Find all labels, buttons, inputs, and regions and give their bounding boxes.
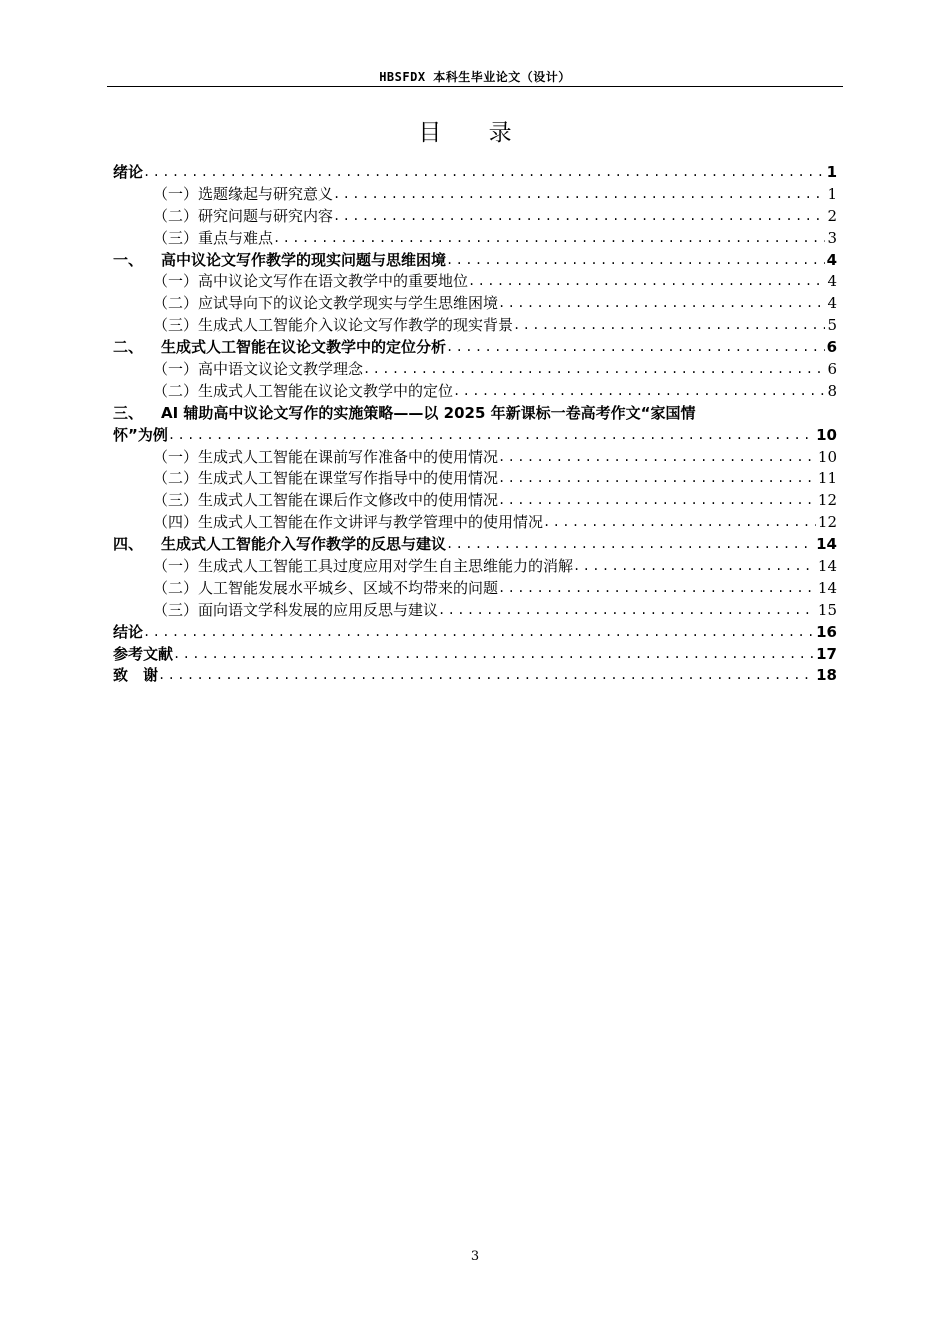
dot-leader <box>333 206 825 228</box>
toc-entry[interactable] <box>113 512 837 534</box>
toc-entry-title: 研究问题与研究内容 <box>198 206 334 225</box>
toc-entry-number: （三） <box>153 228 199 247</box>
dot-leader <box>468 271 825 293</box>
toc-entry-title: 人工智能发展水平城乡、区域不均带来的问题 <box>198 578 499 597</box>
toc-entry-number: 一、 <box>113 250 144 269</box>
toc-entry-number: 二、 <box>113 338 144 357</box>
toc-entry-page: 12 <box>817 491 837 510</box>
page-number: 3 <box>470 1249 480 1264</box>
dot-leader <box>173 644 814 666</box>
toc-entry-page: 14 <box>817 557 837 576</box>
toc-entry-page: 8 <box>827 381 837 400</box>
dot-leader <box>143 162 825 184</box>
dot-leader <box>543 512 816 534</box>
toc-entry-page: 15 <box>817 600 837 619</box>
toc-entry-page: 6 <box>827 360 837 378</box>
header-rule <box>107 86 843 87</box>
toc-entry[interactable] <box>113 162 837 184</box>
toc-entry[interactable] <box>113 600 837 622</box>
toc-entry-title: 生成式人工智能在课前写作准备中的使用情况 <box>198 447 499 466</box>
toc-entry[interactable] <box>113 315 837 337</box>
toc-entry-page: 10 <box>817 447 837 466</box>
dot-leader <box>498 447 816 469</box>
toc-entry-page: 16 <box>816 622 837 641</box>
toc-entry-number: 四、 <box>113 535 144 554</box>
toc-entry[interactable] <box>113 556 837 578</box>
dot-leader <box>498 578 816 600</box>
toc-entry-title: 生成式人工智能介入议论文写作教学的现实背景 <box>198 316 514 335</box>
toc-entry-number: （二） <box>153 469 199 488</box>
toc-entry-title: 生成式人工智能在议论文教学中的定位 <box>198 381 454 400</box>
toc-entry[interactable] <box>113 271 837 293</box>
toc-entry-title: 生成式人工智能工具过度应用对学生自主思维能力的消解 <box>198 557 574 576</box>
toc-entry-title: 重点与难点 <box>198 228 274 247</box>
dot-leader <box>498 490 816 512</box>
dot-leader <box>446 534 814 556</box>
dot-leader <box>446 337 825 359</box>
toc-entry-page: 18 <box>816 666 837 685</box>
toc-entry[interactable] <box>113 228 837 250</box>
dot-leader <box>498 293 825 315</box>
toc-entry[interactable] <box>113 644 837 666</box>
toc-entry-title-continued: 怀”为例 <box>113 425 168 444</box>
toc-entry-number: 三、 <box>113 403 144 422</box>
toc-entry-title: 生成式人工智能在课后作文修改中的使用情况 <box>198 491 499 510</box>
toc-entry-title: 生成式人工智能在作文讲评与教学管理中的使用情况 <box>198 513 544 532</box>
toc-entry-title: 应试导向下的议论文教学现实与学生思维困境 <box>198 294 499 313</box>
toc-entry-title: 高中语文议论文教学理念 <box>198 360 364 378</box>
toc-entry-title: 高中议论文写作在语文教学中的重要地位 <box>198 272 469 291</box>
toc-entry-page: 6 <box>826 338 837 357</box>
toc-entry[interactable] <box>113 184 837 206</box>
dot-leader <box>143 622 814 644</box>
toc-entry-page: 12 <box>817 513 837 532</box>
toc-entry-page: 4 <box>827 294 837 313</box>
toc-entry[interactable] <box>113 381 837 403</box>
toc-entry-page: 5 <box>827 316 837 335</box>
toc-entry-title: AI 辅助高中议论文写作的实施策略——以 2025 年新课标一卷高考作文“家国情 <box>161 403 696 422</box>
toc-entry-page: 11 <box>817 469 837 488</box>
toc-entry[interactable] <box>113 359 837 381</box>
toc-entry-number: （四） <box>153 513 199 532</box>
toc-entry[interactable] <box>113 578 837 600</box>
toc-entry-number: （二） <box>153 294 199 313</box>
toc-entry-title: 生成式人工智能在议论文教学中的定位分析 <box>161 338 447 357</box>
toc-entry-title: 致 谢 <box>113 666 159 685</box>
toc-title: 目 录 <box>418 120 532 146</box>
dot-leader <box>513 315 825 337</box>
toc-entry-page: 1 <box>827 184 837 203</box>
toc-entry-number: （三） <box>153 600 199 619</box>
toc-entry-number: （一） <box>153 184 199 203</box>
toc-entry-page: 1 <box>826 162 837 181</box>
toc-entry-title: 高中议论文写作教学的现实问题与思维困境 <box>161 250 447 269</box>
toc-entry-number: （一） <box>153 360 199 378</box>
dot-leader <box>333 184 825 206</box>
running-header: HBSFDX 本科生毕业论文（设计） <box>379 70 571 84</box>
toc-entry-page: 4 <box>827 272 837 291</box>
toc-entry[interactable] <box>113 447 837 469</box>
toc-entry-number: （三） <box>153 491 199 510</box>
toc-entry-number: （一） <box>153 447 199 466</box>
dot-leader <box>273 228 825 250</box>
toc-entry-page: 14 <box>817 578 837 597</box>
toc-entry-number: （一） <box>153 272 199 291</box>
dot-leader <box>453 381 825 403</box>
toc-entry-page: 3 <box>827 228 837 247</box>
toc-entry-title: 面向语文学科发展的应用反思与建议 <box>198 600 439 619</box>
dot-leader <box>498 468 816 490</box>
toc-entry-number: （二） <box>153 381 199 400</box>
toc-entry-page: 2 <box>827 206 837 225</box>
toc-entry[interactable] <box>113 337 837 359</box>
toc-entry[interactable] <box>113 293 837 315</box>
toc-entry[interactable] <box>113 665 837 687</box>
toc-entry-page: 4 <box>826 250 837 269</box>
toc-entry-title: 绪论 <box>113 162 144 181</box>
dot-leader <box>438 600 816 622</box>
toc-entry-page: 17 <box>816 644 837 663</box>
toc-entry-page: 14 <box>816 535 837 554</box>
toc-entry-title: 生成式人工智能介入写作教学的反思与建议 <box>161 535 447 554</box>
toc-entry[interactable] <box>113 250 837 272</box>
toc-entry[interactable] <box>113 468 837 490</box>
toc-entry-title: 结论 <box>113 622 144 641</box>
toc-entry-title: 参考文献 <box>113 644 174 663</box>
toc-entry-number: （一） <box>153 557 199 576</box>
toc-entry-continuation[interactable] <box>113 425 837 447</box>
toc-entry[interactable] <box>113 622 837 644</box>
toc-entry-title: 选题缘起与研究意义 <box>198 184 334 203</box>
dot-leader <box>573 556 816 578</box>
dot-leader <box>363 359 825 381</box>
toc-entry[interactable] <box>113 534 837 556</box>
table-of-contents <box>113 162 837 687</box>
toc-entry-number: （三） <box>153 316 199 335</box>
toc-entry[interactable] <box>113 206 837 228</box>
toc-entry-title: 生成式人工智能在课堂写作指导中的使用情况 <box>198 469 499 488</box>
toc-entry-page: 10 <box>816 425 837 444</box>
toc-entry-number: （二） <box>153 578 199 597</box>
dot-leader <box>158 665 814 687</box>
dot-leader <box>446 250 825 272</box>
dot-leader <box>168 425 814 447</box>
toc-entry[interactable] <box>113 403 837 425</box>
toc-entry-number: （二） <box>153 206 199 225</box>
toc-entry[interactable] <box>113 490 837 512</box>
